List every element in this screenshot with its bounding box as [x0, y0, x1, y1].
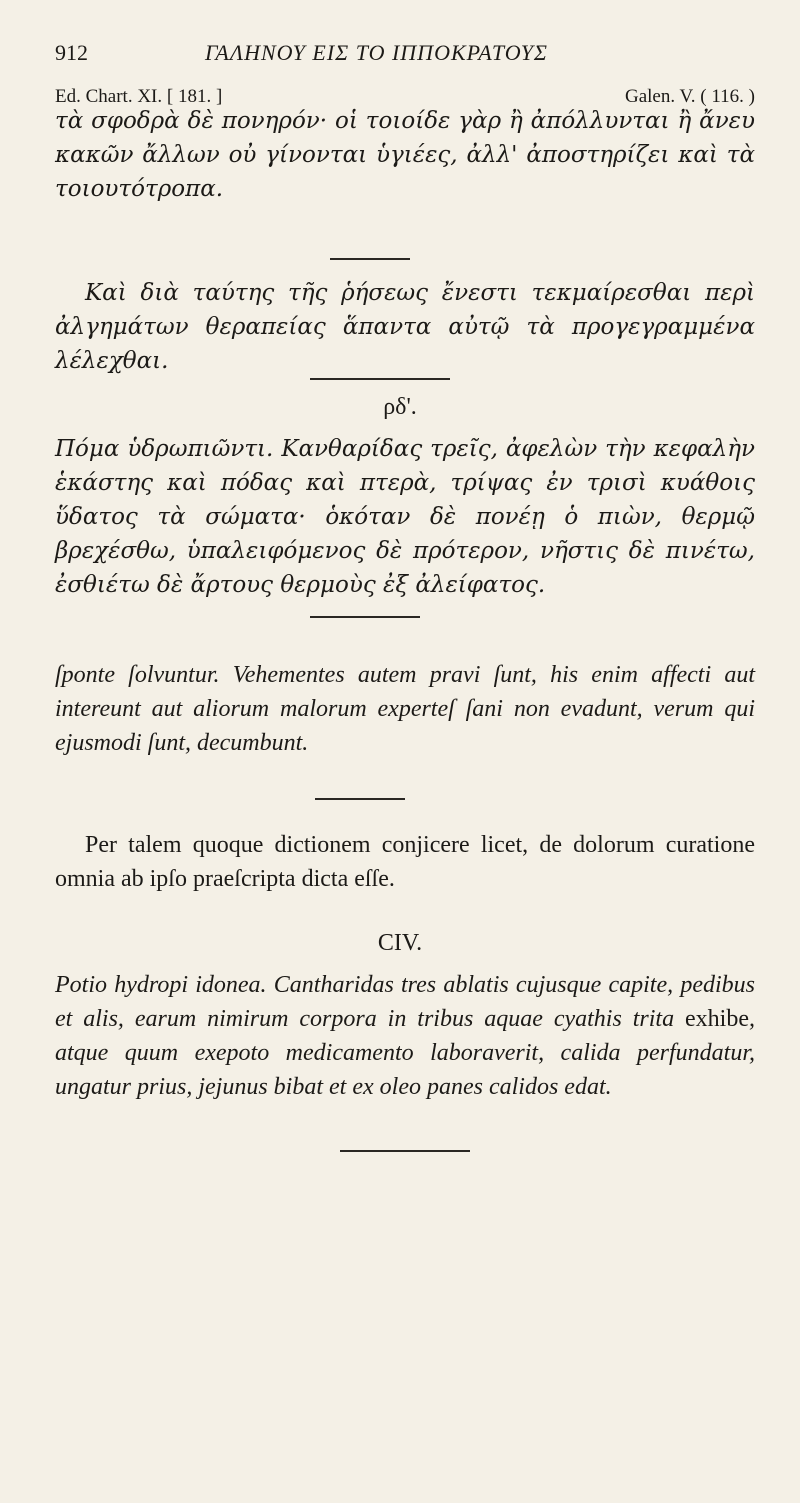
divider-rule — [310, 616, 420, 618]
running-title: ΓΑΛΗΝΟΥ ΕΙΣ ΤΟ ΙΠΠΟΚΡΑΤΟΥΣ — [205, 40, 549, 65]
divider-rule — [330, 258, 410, 260]
running-head — [55, 40, 755, 72]
latin-paragraph-3-part-a: Potio hydropi idonea. Cantharidas tres ablatis cujusque capite, pedibus et alis, earum nimirum corpora in tribus aquae cyathis trita — [55, 972, 755, 1032]
latin-section-number: CIV. — [377, 930, 423, 956]
latin-paragraph-2: Per talem quoque dictionem conjicere licet, de dolorum curatione omnia ab ipſo praeſcripta dicta eſſe. — [55, 832, 755, 892]
latin-paragraph-3-upright: exhibe — [685, 1006, 749, 1032]
divider-rule — [315, 798, 405, 800]
divider-rule — [310, 378, 450, 380]
greek-paragraph-2: Καὶ διὰ ταύτης τῆς ῥήσεως ἔνεστι τεκμαίρεσθαι περὶ ἀλγημάτων θεραπείας ἅπαντα αὐτῷ τὰ προγεγραμμένα λέλεχθαι. — [55, 280, 755, 374]
greek-section-number: ρδ'. — [383, 394, 417, 420]
greek-paragraph-3: Πόμα ὑδρωπιῶντι. Κανθαρίδας τρεῖς, ἀφελὼν τὴν κεφαλὴν ἑκάστης καὶ πόδας καὶ πτερὰ, τρίψας ἐν τρισὶ κυάθοις ὕδατος τὰ σώματα· ὁκόταν δὲ πονέῃ ὁ πιὼν, θερμῷ βρεχέσθω, ὑπαλειφόμενος δὲ πρότερον, νῆστις δὲ πινέτω, ἐσθιέτω δὲ ἄρτους θερμοὺς ἐξ ἀλείφατος. — [55, 436, 755, 598]
page-number: 912 — [55, 40, 88, 65]
edition-reference-chartier: Ed. Chart. XI. [ 181. ] — [55, 86, 223, 107]
greek-paragraph-1: τὰ σφοδρὰ δὲ πονηρόν· οἱ τοιοίδε γὰρ ἢ ἀπόλλυνται ἢ ἄνευ κακῶν ἄλλων οὐ γίνονται ὑγιέες, ἀλλ' ἀποστηρίζει καὶ τὰ τοιουτότροπα. — [55, 108, 755, 202]
latin-paragraph-3-part-b: , atque quum exepoto medicamento laboraverit, calida perfundatur, ungatur prius, jejunus bibat et ex oleo panes calidos edat. — [55, 1006, 755, 1100]
edition-reference-galen: Galen. V. ( 116. ) — [625, 86, 755, 107]
latin-paragraph-1: ſponte ſolvuntur. Vehementes autem pravi ſunt, his enim affecti aut intereunt aut aliorum malorum experteſ ſani non evadunt, verum qui ejusmodi ſunt, decumbunt. — [55, 662, 755, 756]
divider-rule — [340, 1150, 470, 1152]
latin-paragraph-3 — [55, 968, 755, 1104]
